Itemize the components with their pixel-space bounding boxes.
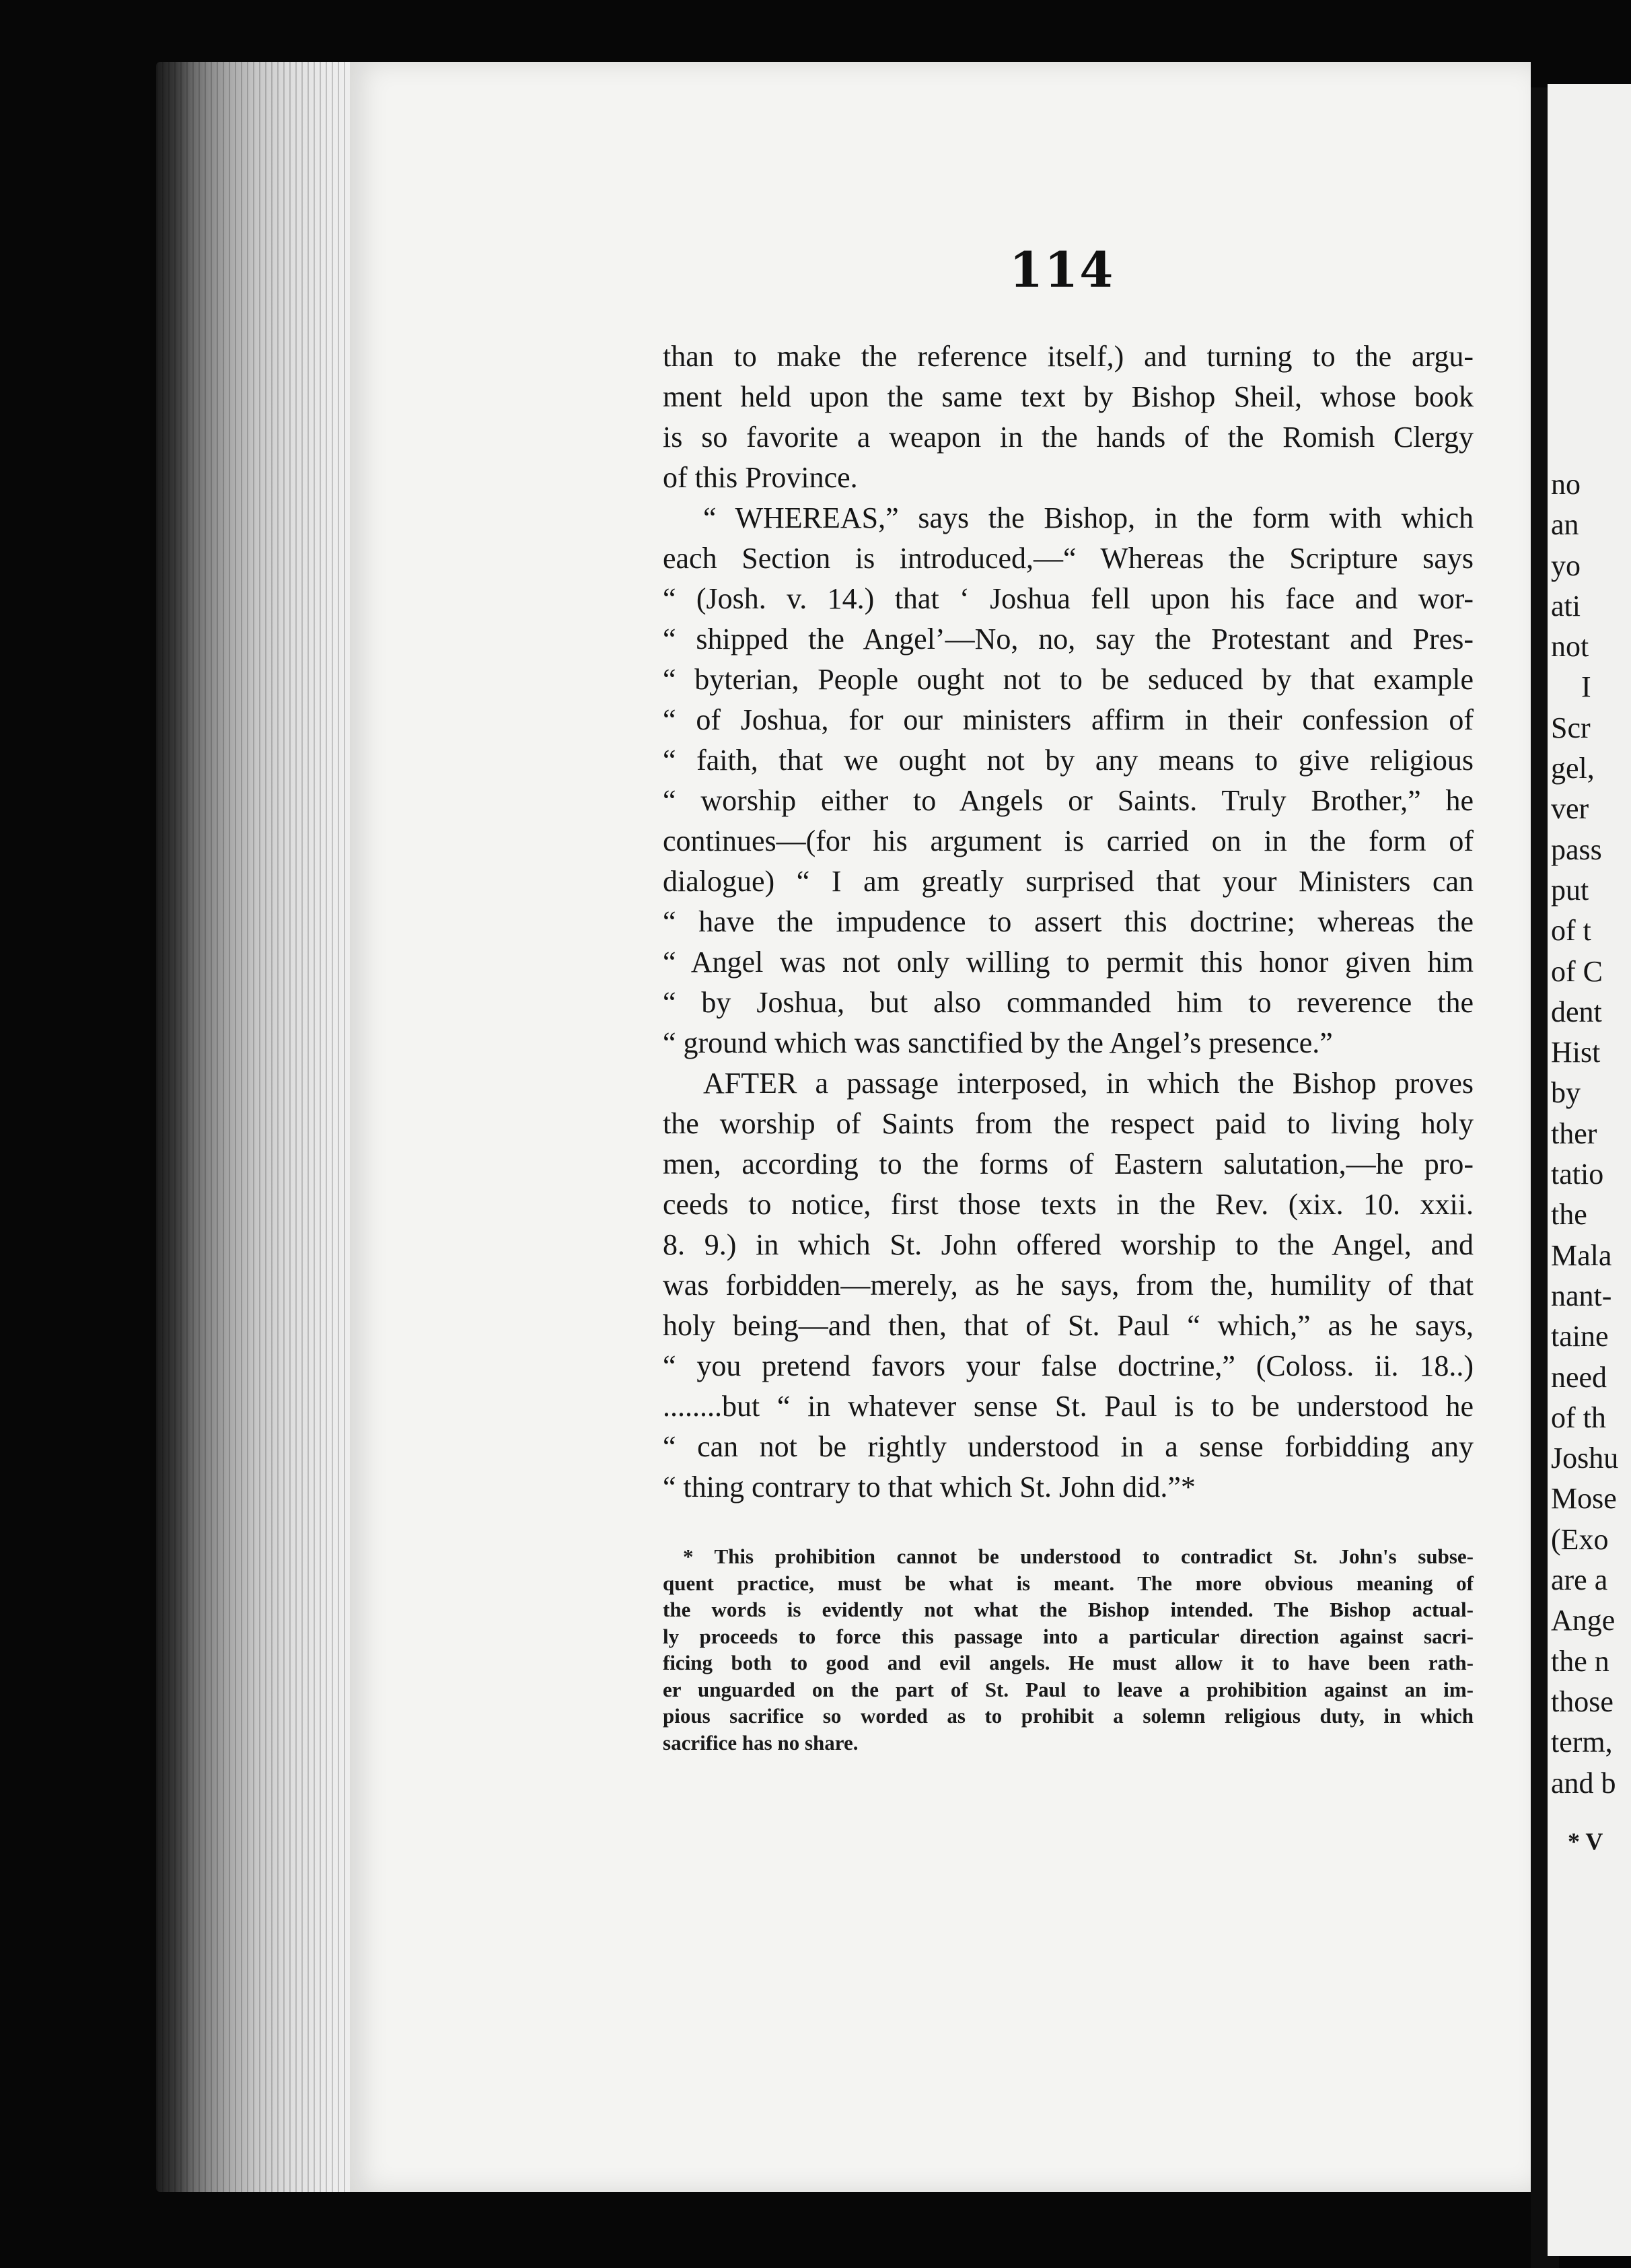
facing-page-line: Joshu xyxy=(1551,1442,1619,1475)
text-line: ceeds to notice, first those texts in the Rev. (xix. 10. xxii. xyxy=(663,1188,1474,1221)
facing-page-line: yo xyxy=(1551,548,1581,582)
text-line: “ of Joshua, for our ministers affirm in their confession of xyxy=(663,703,1474,736)
text-line: 8. 9.) in which St. John offered worship to the Angel, and xyxy=(663,1228,1474,1261)
footnote-line: er unguarded on the part of St. Paul to leave a prohibition against an im- xyxy=(663,1677,1474,1701)
text-line: “ shipped the Angel’—No, no, say the Protestant and Pres- xyxy=(663,623,1474,655)
footnote-line: ficing both to good and evil angels. He must allow it to have been rath- xyxy=(663,1651,1474,1674)
facing-page-line: Mala xyxy=(1551,1238,1612,1272)
text-line: men, according to the forms of Eastern salutation,—he pro- xyxy=(663,1147,1474,1180)
facing-page-line: the n xyxy=(1551,1644,1609,1678)
facing-page-line: need xyxy=(1551,1360,1607,1394)
facing-page-line: taine xyxy=(1551,1320,1609,1353)
facing-page-line: Scr xyxy=(1551,711,1591,744)
facing-page-line: term, xyxy=(1551,1726,1613,1759)
footnote-line: sacrifice has no share. xyxy=(663,1730,859,1755)
text-line: “ have the impudence to assert this doctrine; whereas the xyxy=(663,905,1474,938)
facing-page-line: put xyxy=(1551,873,1589,907)
facing-page-line: of th xyxy=(1551,1401,1606,1434)
facing-page-line: those xyxy=(1551,1685,1614,1718)
facing-page-line: tatio xyxy=(1551,1158,1604,1191)
facing-page-line: an xyxy=(1551,508,1579,542)
facing-page-line: by xyxy=(1551,1076,1581,1110)
text-line: “ ground which was sanctified by the Angel’s presence.” xyxy=(663,1026,1333,1059)
text-line: the worship of Saints from the respect paid to living holy xyxy=(663,1107,1474,1140)
text-line: “ faith, that we ought not by any means to give religious xyxy=(663,744,1474,777)
footnote-line: pious sacrifice so worded as to prohibit a solemn religious duty, in which xyxy=(663,1704,1474,1728)
facing-page-line: ver xyxy=(1551,792,1589,826)
text-line: “ can not be rightly understood in a sense forbidding any xyxy=(663,1430,1474,1463)
text-line: “ thing contrary to that which St. John did.”* xyxy=(663,1470,1196,1503)
facing-page-line: nant- xyxy=(1551,1279,1612,1312)
facing-page-line: of t xyxy=(1551,914,1591,948)
text-line: continues—(for his argument is carried on in the form of xyxy=(663,824,1474,857)
facing-page-line: and b xyxy=(1551,1766,1616,1800)
footnote xyxy=(663,1543,1474,1756)
facing-page-line: Ange xyxy=(1551,1604,1616,1637)
facing-page-line: (Exo xyxy=(1551,1522,1609,1556)
facing-page-line: I xyxy=(1581,670,1591,704)
facing-page-line: the xyxy=(1551,1198,1587,1232)
text-line: “ (Josh. v. 14.) that ‘ Joshua fell upon his face and wor- xyxy=(663,582,1474,615)
facing-page-footnote: * V xyxy=(1568,1828,1603,1855)
page-edges xyxy=(156,62,378,2192)
text-line: “ you pretend favors your false doctrine,” (Coloss. ii. 18..) xyxy=(663,1349,1474,1382)
body-text xyxy=(663,336,1474,1508)
text-line: “ WHEREAS,” says the Bishop, in the form with which xyxy=(703,501,1474,534)
facing-page-text xyxy=(1551,464,1631,1804)
footnote-line: ly proceeds to force this passage into a particular direction against sacri- xyxy=(663,1624,1474,1648)
text-line: of this Province. xyxy=(663,461,858,494)
facing-page-line: Mose xyxy=(1551,1482,1617,1516)
facing-page-line: gel, xyxy=(1551,752,1595,785)
text-line: each Section is introduced,—“ Whereas the Scripture says xyxy=(663,542,1474,575)
facing-page-line: ati xyxy=(1551,589,1581,623)
facing-page-line: Hist xyxy=(1551,1036,1601,1069)
facing-page-line: ther xyxy=(1551,1117,1597,1150)
facing-page-line: are a xyxy=(1551,1563,1608,1597)
text-line: “ worship either to Angels or Saints. Truly Brother,” he xyxy=(663,784,1474,817)
text-line: ........but “ in whatever sense St. Paul is to be understood he xyxy=(663,1390,1474,1423)
text-line: “ byterian, People ought not to be seduced by that example xyxy=(663,663,1474,696)
footnote-line: quent practice, must be what is meant. The more obvious meaning of xyxy=(663,1571,1474,1595)
text-line: was forbidden—merely, as he says, from the, humility of that xyxy=(663,1269,1474,1302)
footnote-line: the words is evidently not what the Bishop intended. The Bishop actual- xyxy=(663,1598,1474,1621)
text-line: “ Angel was not only willing to permit this honor given him xyxy=(663,946,1474,979)
text-line: is so favorite a weapon in the hands of the Romish Clergy xyxy=(663,421,1474,454)
text-line: dialogue) “ I am greatly surprised that your Ministers can xyxy=(663,865,1474,898)
footnote-line: * This prohibition cannot be understood to contradict St. John's subse- xyxy=(683,1545,1474,1568)
facing-page-line: of C xyxy=(1551,954,1603,988)
text-line: AFTER a passage interposed, in which the Bishop proves xyxy=(703,1067,1474,1100)
facing-page-line: pass xyxy=(1551,832,1602,866)
text-line: ment held upon the same text by Bishop Sheil, whose book xyxy=(663,380,1474,413)
text-line: than to make the reference itself,) and turning to the argu- xyxy=(663,340,1474,373)
page-number: 114 xyxy=(1009,241,1115,298)
text-line: “ by Joshua, but also commanded him to reverence the xyxy=(663,986,1474,1019)
facing-page-line: not xyxy=(1551,630,1589,664)
facing-page-line: dent xyxy=(1551,995,1602,1028)
text-line: holy being—and then, that of St. Paul “ which,” as he says, xyxy=(663,1309,1474,1342)
facing-page-line: no xyxy=(1551,468,1581,501)
